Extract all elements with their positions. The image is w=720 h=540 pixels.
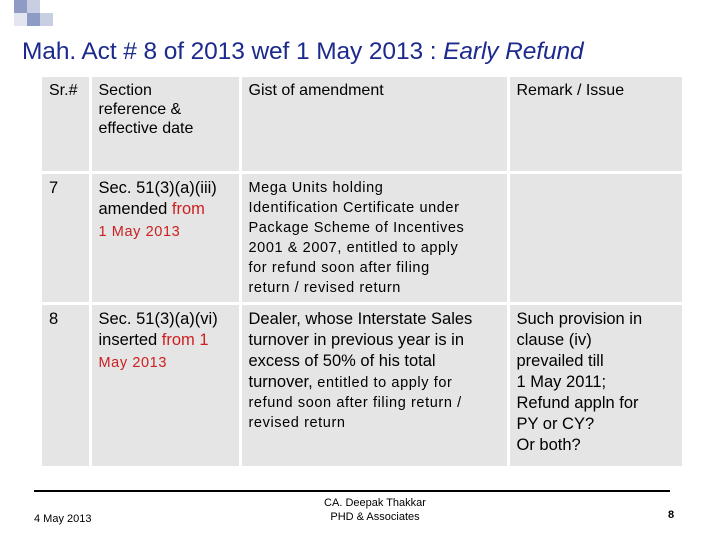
table-row bbox=[42, 172, 682, 303]
cell-sr: 7 bbox=[42, 172, 90, 303]
table-row bbox=[42, 303, 682, 466]
cell-sr: 8 bbox=[42, 303, 90, 466]
footer-author: CA. Deepak Thakkar bbox=[324, 497, 426, 509]
title-main: Mah. Act # 8 of 2013 wef 1 May 2013 : bbox=[22, 38, 444, 65]
slide-title bbox=[22, 38, 712, 66]
footer-author-block bbox=[280, 496, 470, 524]
cell-gist: Dealer, whose Interstate Sales turnover in previous year is in excess of 50% of his total turnover, entitled to apply for refund soon after filing return / revised return bbox=[240, 303, 508, 466]
footer-firm: PHD & Associates bbox=[330, 511, 420, 523]
footer-divider bbox=[34, 490, 670, 492]
table-header-row bbox=[42, 77, 682, 172]
footer-date: 4 May 2013 bbox=[34, 513, 92, 525]
header-gist: Gist of amendment bbox=[240, 77, 508, 172]
title-italic: Early Refund bbox=[443, 38, 584, 65]
header-section: Section reference & effective date bbox=[90, 77, 240, 172]
header-sr: Sr.# bbox=[42, 77, 90, 172]
cell-section: Sec. 51(3)(a)(vi) inserted from 1 May 2013 bbox=[90, 303, 240, 466]
cell-gist: Mega Units holding Identification Certificate under Package Scheme of Incentives 2001 & 2007, entitled to apply for refund soon after filing return / revised return bbox=[240, 172, 508, 303]
cell-section: Sec. 51(3)(a)(iii) amended from 1 May 2013 bbox=[90, 172, 240, 303]
page-number: 8 bbox=[668, 509, 675, 521]
amendment-table bbox=[42, 77, 682, 466]
header-remark: Remark / Issue bbox=[508, 77, 682, 172]
cell-remark: Such provision in clause (iv) prevailed till 1 May 2011; Refund appln for PY or CY? Or both? bbox=[508, 303, 682, 466]
cell-remark bbox=[508, 172, 682, 303]
